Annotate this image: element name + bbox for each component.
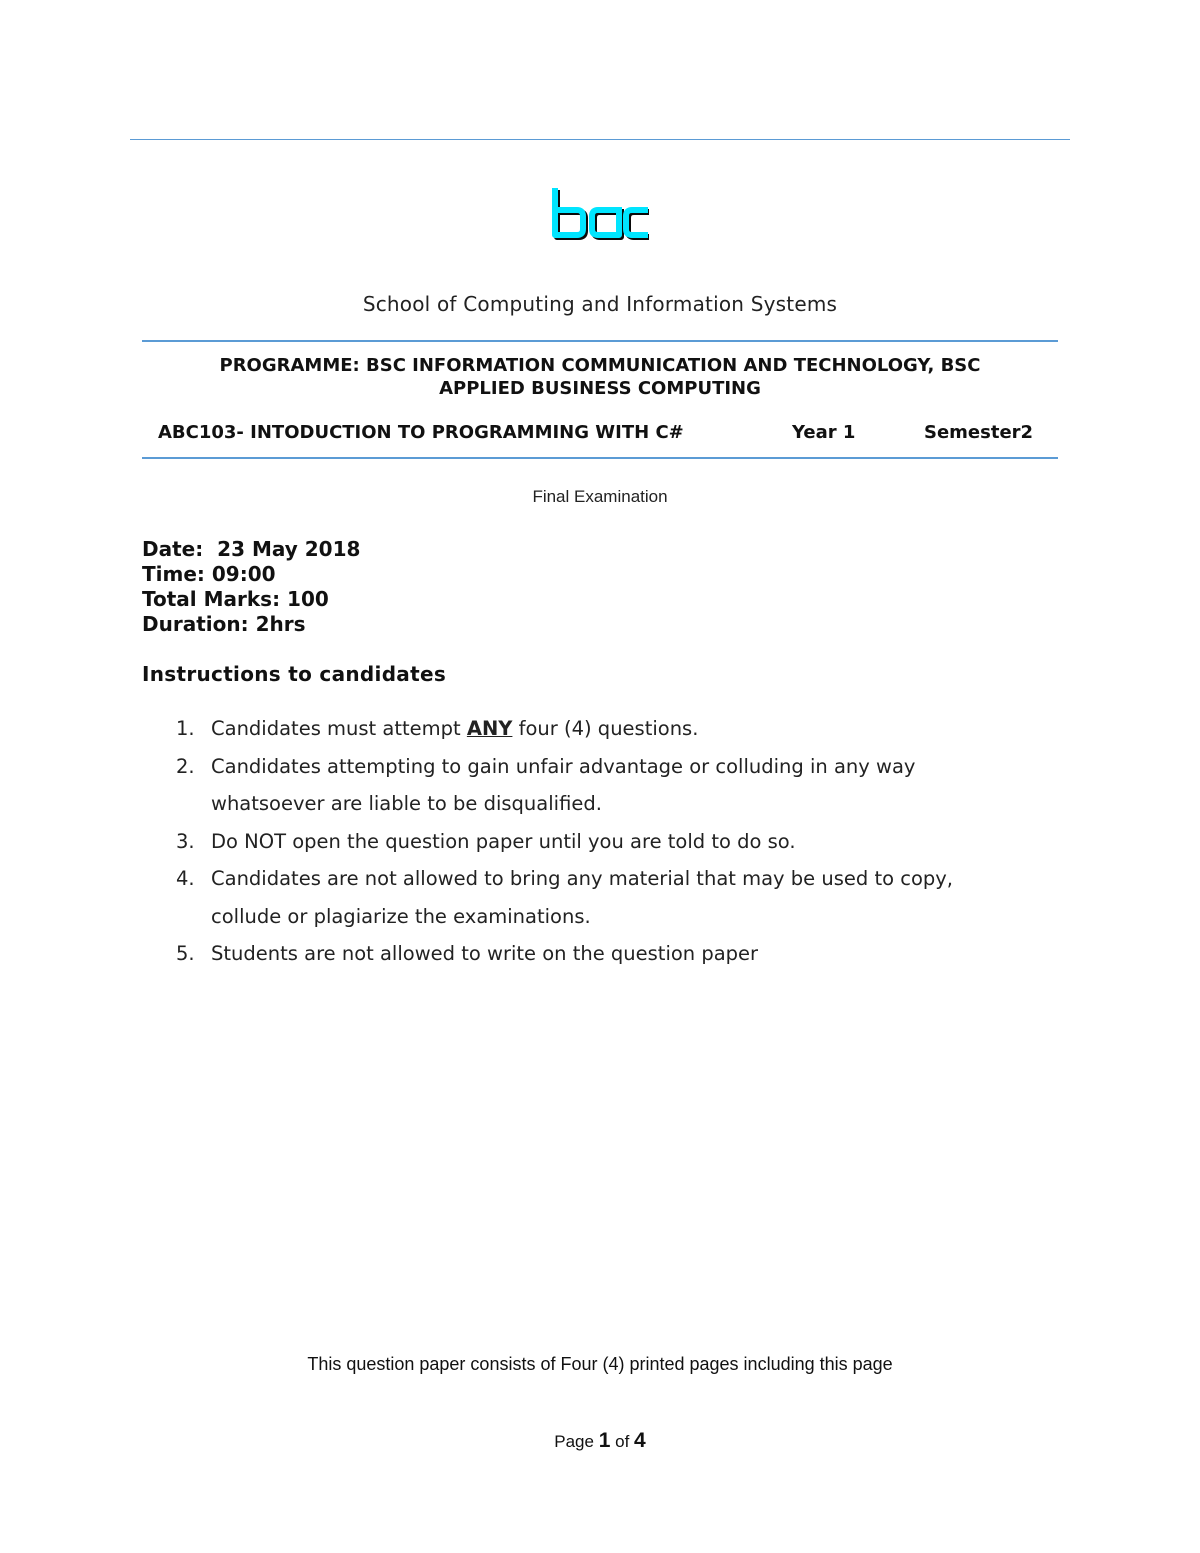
instruction-item: 4. Candidates are not allowed to bring any material that may be used to copy, collude or plagiarize the examinations. — [176, 867, 953, 928]
exam-type: Final Examination — [532, 487, 668, 506]
instructions-list — [176, 710, 1056, 973]
exam-details — [142, 537, 360, 637]
exam-date: Date: 23 May 2018 — [142, 537, 361, 561]
page-number: Page 1 of 4 — [554, 1429, 646, 1452]
exam-duration: Duration: 2hrs — [142, 612, 306, 636]
instruction-item: 1. Candidates must attempt ANY four (4) questions. — [176, 717, 699, 740]
page-count-note: This question paper consists of Four (4) printed pages including this page — [307, 1354, 893, 1374]
course-title: ABC103- INTODUCTION TO PROGRAMMING WITH C# — [158, 422, 684, 443]
instruction-item: 5. Students are not allowed to write on the question paper — [176, 942, 759, 965]
instructions-title: Instructions to candidates — [142, 662, 447, 686]
header-divider-bottom — [142, 457, 1058, 459]
instruction-item: 2. Candidates attempting to gain unfair advantage or colluding in any way whatsoever are liable to be disqualified. — [176, 754, 916, 815]
exam-time: Time: 09:00 — [142, 562, 276, 586]
programme-title — [150, 354, 1050, 400]
bac-logo — [549, 186, 649, 244]
course-semester: Semester2 — [924, 422, 1034, 443]
emphasis-any: ANY — [466, 717, 513, 740]
instruction-item: 3. Do NOT open the question paper until you are told to do so. — [176, 829, 796, 853]
header-divider-top — [142, 340, 1058, 342]
course-year: Year 1 — [792, 422, 856, 443]
programme-line-1: PROGRAMME: BSC INFORMATION COMMUNICATION AND TECHNOLOGY, BSC — [219, 355, 981, 376]
top-divider — [130, 139, 1070, 140]
school-name: School of Computing and Information Systems — [362, 292, 838, 316]
programme-line-2: APPLIED BUSINESS COMPUTING — [439, 378, 761, 399]
exam-total-marks: Total Marks: 100 — [142, 587, 329, 611]
